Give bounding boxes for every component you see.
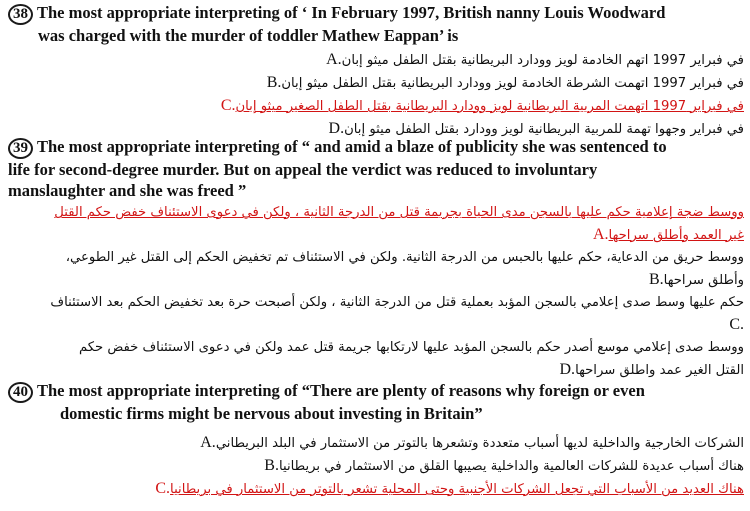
option-b[interactable]	[8, 72, 744, 95]
option-a[interactable]	[8, 432, 744, 455]
option-text: في فبراير وجهوا تهمة للمربية البريطانية لويز وودارد بقتل الطفل ميثو إبان	[344, 122, 744, 137]
question-38	[8, 2, 744, 141]
prompt-line: life for second-degree murder. But on appeal the verdict was reduced to involuntary	[8, 160, 598, 179]
prompt-line: The most appropriate interpreting of “There are plenty of reasons why foreign or even	[37, 381, 645, 400]
prompt-line: domestic firms might be nervous about investing in Britain”	[60, 404, 483, 423]
option-letter: D.	[559, 361, 576, 378]
option-text: ووسط حريق من الدعاية، حكم عليها بالحبس من الدرجة الثانية. ولكن في الاستئناف تم تخفيض الحكم إلى القتل غير الطوعي، وأطلق سراحها	[65, 250, 744, 288]
option-text: في فبراير 1997 اتهمت المربية البريطانية لويز وودارد البريطانية بقتل الطفل الصغير ميثو إبان	[235, 99, 744, 114]
option-text: الشركات الخارجية والداخلية لديها أسباب متعددة وتشعرها بالتوتر من الاستثمار في البلد البريطاني	[215, 436, 744, 451]
option-letter: C.	[729, 316, 744, 333]
option-letter: C.	[220, 97, 236, 114]
question-prompt	[8, 136, 744, 159]
option-text: ووسط صدى إعلامي موسع أصدر حكم بالسجن المؤبد عليها لارتكابها جريمة قتل عمد ولكن في دعوى الاستئناف خفض حكم القتل الغير عمد واطلق سراحها	[78, 340, 744, 378]
question-number: 39	[8, 138, 33, 159]
question-39	[8, 136, 744, 382]
option-c[interactable]	[8, 292, 744, 337]
option-a[interactable]	[8, 49, 744, 72]
option-c-correct[interactable]	[8, 95, 744, 118]
option-letter: A.	[200, 434, 216, 451]
option-b[interactable]	[8, 247, 744, 292]
option-letter: D.	[328, 120, 345, 137]
question-number: 40	[8, 382, 33, 403]
option-letter: B.	[649, 271, 664, 288]
option-text: حكم عليها وسط صدى إعلامي بالسجن المؤبد بعملية قتل من الدرجة الثانية ، ولكن أصبحت حرة بعد تخفيض الحكم بعد الاستئناف	[50, 295, 744, 310]
option-b[interactable]	[8, 455, 744, 478]
option-text: في فبراير 1997 اتهمت الشرطة الخادمة لويز وودارد البريطانية بقتل الطفل ميثو إبان	[281, 76, 744, 91]
option-c-correct[interactable]	[8, 478, 744, 501]
option-text: في فبراير 1997 اتهم الخادمة لويز وودارد البريطانية بقتل الطفل ميثو إبان	[341, 53, 744, 68]
question-number: 38	[8, 4, 33, 25]
option-text: ووسط ضجة إعلامية حكم عليها بالسجن مدى الحياة بجريمة قتل من الدرجة الثانية ، ولكن في دعوى الاستئناف خفض حكم القتل غير العمد وأطلق سراحها	[54, 205, 744, 243]
option-text: هناك أسباب عديدة للشركات العالمية والداخلية يصيبها القلق من الاستثمار في بريطانيا	[278, 459, 744, 474]
question-40	[8, 380, 744, 501]
option-a-correct[interactable]	[8, 202, 744, 247]
option-d[interactable]	[8, 337, 744, 382]
question-prompt	[8, 380, 744, 403]
prompt-line: manslaughter and she was freed ”	[8, 181, 247, 200]
option-letter: C.	[155, 480, 171, 497]
prompt-line: The most appropriate interpreting of “ and amid a blaze of publicity she was sentenced to	[37, 137, 667, 156]
prompt-line: The most appropriate interpreting of ‘ In February 1997, British nanny Louis Woodward	[37, 3, 666, 22]
option-letter: A.	[326, 51, 342, 68]
option-letter: B.	[264, 457, 279, 474]
option-text: هناك العديد من الأسباب التي تجعل الشركات الأجنبية وحتى المحلية تشعر بالتوتر من الاستثمار في بريطانيا	[170, 482, 744, 497]
question-prompt	[8, 2, 744, 25]
option-letter: A.	[592, 226, 609, 243]
option-letter: B.	[266, 74, 282, 91]
prompt-line: was charged with the murder of toddler Mathew Eappan’ is	[38, 26, 459, 45]
